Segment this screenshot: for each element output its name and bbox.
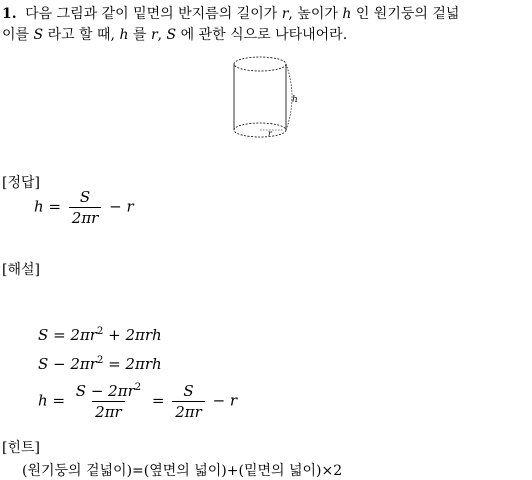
var-r: r xyxy=(281,6,289,22)
answer-heading: [정답] xyxy=(2,175,40,191)
answer-tail: − r xyxy=(109,197,134,216)
problem-statement xyxy=(2,4,459,46)
answer-equation: h = $\frac{S}{2\pi r}$ − r xyxy=(34,188,134,227)
var-S: S xyxy=(33,27,44,43)
cylinder-top-ellipse xyxy=(234,57,286,71)
answer-lhs: h xyxy=(34,197,44,216)
problem-text-2a: 이를 xyxy=(2,27,30,43)
eq3-fraction-1 xyxy=(73,382,144,421)
answer-numerator: S xyxy=(79,188,91,206)
eq3-lhs: h xyxy=(38,391,48,410)
var-r-2: r xyxy=(150,27,158,43)
cylinder-figure xyxy=(228,52,308,148)
eq1-left: S xyxy=(38,326,49,344)
eq1-right: = 2πr xyxy=(53,326,97,344)
problem-text-2c: 를 xyxy=(132,27,147,43)
eq3-tail: − r xyxy=(212,391,238,410)
eq2-sq: 2 xyxy=(96,355,104,366)
answer-fraction xyxy=(69,188,102,227)
eq2-left: S − 2πr xyxy=(38,355,97,373)
eq1-sq: 2 xyxy=(96,326,104,337)
eq3-denominator-2: 2πr xyxy=(172,401,205,421)
problem-line-2: 이를 S 라고 할 때, h 를 r, S 에 관한 식으로 나타내어라. xyxy=(2,27,348,43)
var-S-2: S xyxy=(166,27,177,43)
eq3-numerator-2: S xyxy=(183,382,194,400)
eq1-tail: + 2πrh xyxy=(103,326,162,344)
eq3-numerator-1: $S - 2\pi r^2$ xyxy=(75,382,142,400)
var-h-2: h xyxy=(119,27,129,43)
hint-heading: [힌트] xyxy=(2,440,40,456)
explanation-heading: [해설] xyxy=(2,262,40,278)
explanation-eq-1 xyxy=(38,326,162,344)
problem-text-2d: 에 관한 식으로 나타내어라. xyxy=(180,27,348,43)
hint-text: (원기둥의 겉넓이)=(옆면의 넓이)+(밑면의 넓이)×2 xyxy=(22,463,343,479)
var-h: h xyxy=(342,6,352,22)
problem-text-1b: , 높이가 xyxy=(288,6,338,22)
problem-line-1 xyxy=(2,4,459,25)
cylinder-diagram xyxy=(228,52,308,144)
eq2-right: = 2πrh xyxy=(103,355,162,373)
eq3-denominator-1: 2πr xyxy=(92,401,125,421)
problem-text-2b: 라고 할 때, xyxy=(47,27,116,43)
explanation-eq-2 xyxy=(38,355,162,373)
problem-text-1a: 다음 그림과 같이 밑면의 반지름의 길이가 xyxy=(25,6,278,22)
answer-denominator: 2πr xyxy=(69,207,102,227)
height-label: h xyxy=(292,95,298,105)
explanation-eq-3: h = $\frac{S - 2\pi r^2}{2\pi r}$ = $\frac{S}{2\pi r}$ − r xyxy=(38,382,238,421)
problem-number: 1. xyxy=(2,6,17,22)
eq3-fraction-2 xyxy=(172,382,205,421)
problem-text-1c: 인 원기둥의 겉넓 xyxy=(355,6,460,22)
radius-label: r xyxy=(268,129,272,138)
